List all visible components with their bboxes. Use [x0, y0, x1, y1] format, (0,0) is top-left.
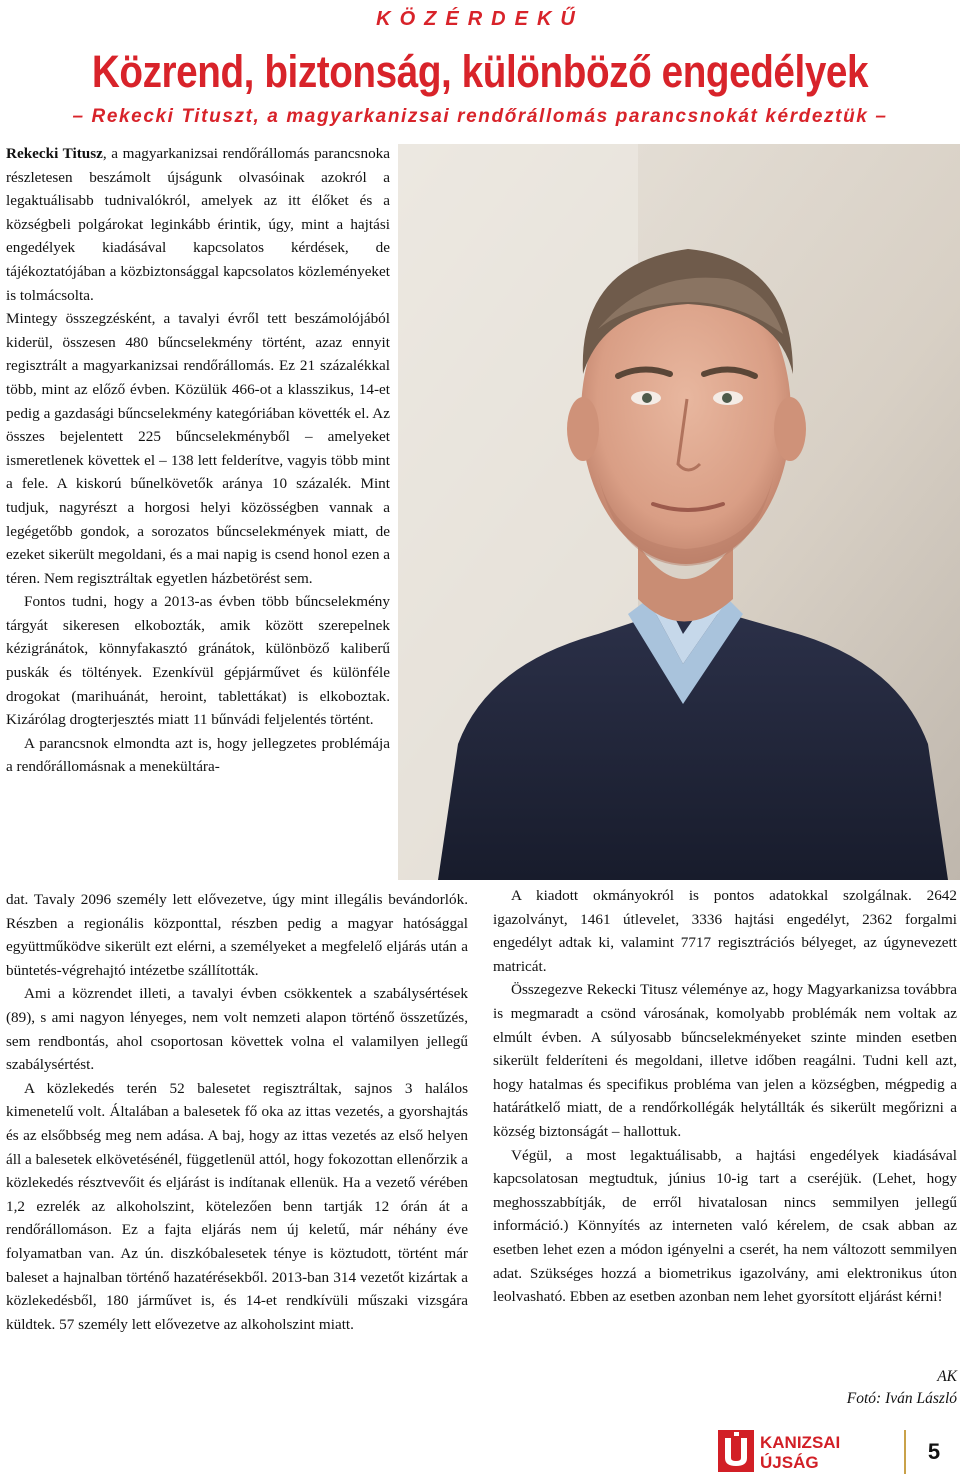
body-paragraph: Ami a közrendet illeti, a tavalyi évben csökkentek a szabálysértések (89), s ami nagyon lényeges, nem volt nemzeti alapon történő összetűzés, sem rendbontás, ahol csoportosan követtek volna el valamilyen jellegű szabálysértést.: [6, 985, 468, 1074]
newspaper-logo: [718, 1428, 868, 1474]
lead-paragraph: [6, 142, 390, 307]
top-rule: [0, 0, 960, 3]
body-paragraph: Összegezve Rekecki Titusz véleménye az, hogy Magyarkanizsa továbbra is megmaradt a csönd városának, komolyabb problémák nem voltak az elmúlt évben. A súlyosabb bűncselekményeket szinte minden esetben sikerült felderíteni és megoldani, illetve időben reagálni. Tudni kell azt, hogy hatalmas és specifikus probléma van jelen a községben, mégpedig a határátkelő miatt, de a rendőrkollégák helytállták és sikerült megőrizni a község biztonságát – hallottuk.: [493, 981, 957, 1140]
section-tag: KÖZÉRDEKŰ: [376, 8, 584, 30]
left-column-upper: [6, 142, 390, 887]
byline: [847, 1366, 957, 1410]
body-paragraph: dat. Tavaly 2096 személy lett elővezetve, úgy mint illegális bevándorlók. Részben a regionális központtal, részben pedig a magyar hatósággal együttműködve sikerült ezt elérni, a személyeket a megfelelő eljárás után a büntetés-végrehajtó intézetbe szállították.: [6, 891, 468, 979]
right-column: [493, 884, 957, 1374]
logo-line2: ÚJSÁG: [760, 1453, 819, 1472]
page-number: 5: [927, 1439, 941, 1464]
logo-mark-icon: [718, 1428, 868, 1474]
footer-divider: [904, 1430, 906, 1474]
photo-credit: Fotó: Iván László: [846, 1390, 957, 1407]
body-paragraph: A kiadott okmányokról is pontos adatokkal szolgálnak. 2642 igazolványt, 1461 útlevelet, 3336 hajtási engedélyt, 2362 forgalmi engedélyt adtak ki, valamint 7717 regisztrációs bélyeget, az úgynevezett matricát.: [493, 887, 957, 975]
author-initials: AK: [937, 1368, 957, 1385]
body-paragraph: Mintegy összegzésként, a tavalyi évről tett beszámolójából kiderül, összesen 480 bűncselekmény történt, azaz ennyit regisztrált a magyarkanizsai rendőrállomás. Ez 21 százalékkal több, mint az előző évben. Közülük 466-ot a klasszikus, 14-et pedig a gazdasági bűncselekmény kategóriában követték el. Az összes bejelentett 225 bűncselekményből – amelyeket ismeretlenek követtek el – 138 lett felderítve, vagyis több mint a fele. A kiskorú bűnelkövetők aránya 10 százalék. Mint tudjuk, nagyrészt a horgosi helyi közösségben vannak a legégetőbb gondok, a sorozatos bűncselekmények miatt, de ezeket sikerült megoldani, és a mai napig is csend honol ezen a téren. Nem regisztráltak egyetlen házbetörést sem.: [6, 310, 390, 587]
article-headline: Közrend, biztonság, különböző engedélyek: [91, 46, 869, 97]
body-paragraph: Fontos tudni, hogy a 2013-as évben több bűncselekmény tárgyát sikeresen elkobozták, amik között szerepelnek kézigránátok, könnyfakasztó gránátok, különböző kaliberű puskák és töltények. Ezenkívül gépjárművet és különféle drogokat (marihuánát, heroint, tablettákat) is elkoboztak. Kizárólag drogterjesztés miatt 11 bűnvádi feljelentés történt.: [6, 593, 390, 729]
body-paragraph: Végül, a most legaktuálisabb, a hajtási engedélyek kiadásával kapcsolatosan megtudtuk, június 10-ig tart a cseréjük. (Lehet, hogy meghosszabbítják, de erről hivatalosan nincs semmilyen jellegű információ.) Könnyítés az interneten való kérelem, de csak abban az esetben lehet ezen a módon igényelni a cserét, ha nem változott semmilyen adat. Szükséges hozzá a biometrikus igazolvány, ami elektronikus úton leolvasható. Ebben az esetben azonban nem lehet gyorsított eljárást kérni!: [493, 1146, 957, 1306]
left-column-lower: [6, 888, 468, 1408]
portrait-photo: [398, 144, 960, 880]
portrait-illustration: [398, 144, 960, 880]
lead-text: , a magyarkanizsai rendőrállomás parancsnoka részletesen beszámolt újságunk olvasóinak azokról a legaktuálisabb tudnivalókról, amelyek az itt élőket és a községbeli polgárokat leginkább érintik, úgy, mint a hajtási engedélyek kiadásával kapcsolatos kérdések, de tájékoztatójában a közbiztonsággal kapcsolatos közleményeket is tolmácsolta.: [6, 145, 390, 304]
lead-name: Rekecki Titusz: [6, 145, 103, 162]
article-subtitle: – Rekecki Tituszt, a magyarkanizsai rendőrállomás parancsnokát kérdeztük –: [72, 106, 888, 127]
body-paragraph: A parancsnok elmondta azt is, hogy jellegzetes problémája a rendőrállomásnak a menekültára-: [6, 734, 390, 776]
body-paragraph: A közlekedés terén 52 balesetet regisztráltak, sajnos 3 halálos kimenetelű volt. Általában a balesetek fő oka az ittas vezetés, a gyorshajtás és az elsőbbség meg nem adása. A baj, hogy az ittas vezetés az első helyen áll a balesetek elkövetésénél, függetlenül attól, hogy fokozottan ellenőrzik a közlekedés résztvevőit és eljárást is indítanak ellenük. Ha a vezető vérében 1,2 ezrelék az alkoholszint, kötelezően benn tartják 12 órán át a rendőrállomáson. Ez a fajta eljárás nem új keletű, már néhány éve folyamatban van. Az ún. diszkóbalesetek ténye is köztudott, történt már baleset a hajnalban történő hazatérésekből. 2013-ban 314 vezetőt kizártak a közlekedésből, 180 járművet is, és 14-et rendkívüli műszaki vizsgára küldtek. 57 személy lett elővezetve az alkoholszint miatt.: [6, 1079, 468, 1333]
logo-line1: KANIZSAI: [760, 1433, 841, 1452]
